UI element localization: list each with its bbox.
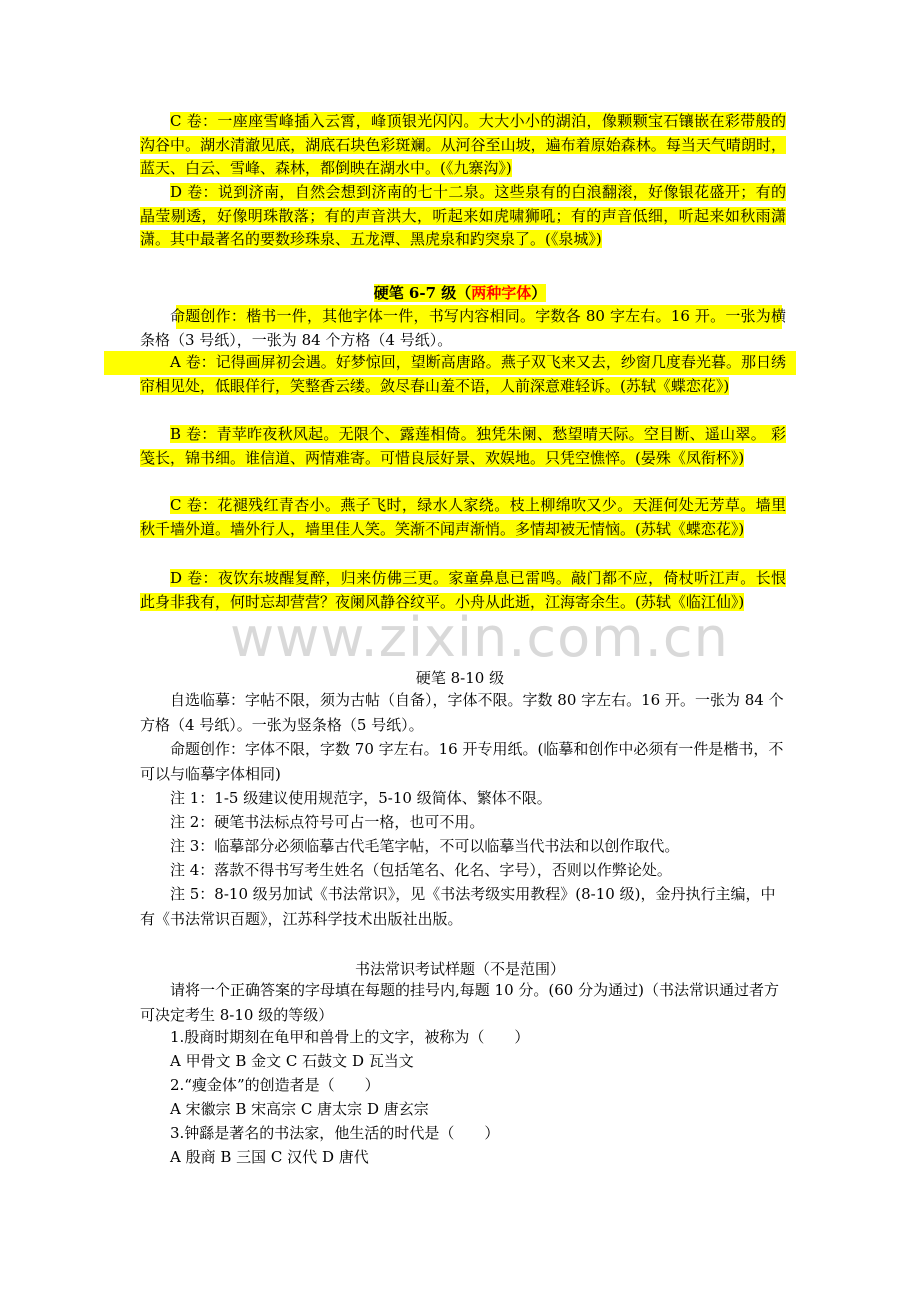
question-2-options: A 宋徽宗 B 宋高宗 C 唐太宗 D 唐玄宗	[170, 1100, 429, 1118]
c-text: C 卷：一座座雪峰插入云霄，峰顶银光闪闪。大大小小的湖泊，像颗颗宝石镶嵌在彩带般的沟谷中。湖水清澈见底，湖底石块色彩斑斓。从河谷至山坡，遍布着原始森林。每当天气晴朗时，蓝天、白云、雪峰、森林，都倒映在湖水中。(《九寨沟》)	[140, 112, 786, 177]
section-title-8-10: 硬笔 8-10 级	[415, 669, 505, 687]
b-text: B 卷：青苹昨夜秋风起。无限个、露莲相倚。独凭朱阑、愁望晴天际。空目断、遥山翠。 彩笺长，锦书细。谁信道、两情难寄。可惜良辰好景、欢娱地。只凭空憔悴。(晏殊《凤衔杯》)	[140, 425, 786, 467]
paragraph-b-fengxianbei	[140, 423, 786, 470]
paragraph-c-jiuzhaigou	[140, 110, 786, 181]
title-6-7-end: ）	[531, 284, 547, 302]
question-3: 3.钟繇是著名的书法家，他生活的时代是（ ）	[170, 1124, 500, 1142]
paragraph-self-copy: 自选临摹：字帖不限，须为古帖（自备），字体不限。字数 80 字左右。16 开。一张为 84 个方格（4 号纸）。一张为竖条格（5 号纸）。	[140, 691, 784, 734]
note-2: 注 2：硬笔书法标点符号可占一格，也可不用。	[170, 813, 485, 831]
intro-6-7: 命题创作：楷书一件，其他字体一件，书写内容相同。字数各 80 字左右。16 开。一张为横条格（3 号纸），一张为 84 个方格（4 号纸）。	[140, 307, 786, 349]
note-3: 注 3：临摹部分必须临摹古代毛笔字帖，不可以临摹当代书法和以创作取代。	[170, 837, 680, 855]
a-text: A 卷：记得画屏初会遇。好梦惊回，望断高唐路。燕子双飞来又去，纱窗几度春光暮。那日绣帘相见处，低眼佯行，笑整香云缕。敛尽春山羞不语，人前深意难轻诉。(苏轼《蝶恋花》)	[140, 353, 786, 395]
d-text: D 卷：说到济南，自然会想到济南的七十二泉。这些泉有的白浪翻滚，好像银花盛开；有的晶莹剔透，好像明珠散落；有的声音洪大，听起来如虎啸狮吼；有的声音低细，听起来如秋雨潇潇。其中最著名的要数珍珠泉、五龙潭、黑虎泉和趵突泉了。(《泉城》)	[140, 183, 786, 248]
question-1-options: A 甲骨文 B 金文 C 石鼓文 D 瓦当文	[170, 1052, 414, 1070]
note-5: 注 5：8-10 级另加试《书法常识》，见《书法考级实用教程》(8-10 级)，金丹执行主编，中有《书法常识百题》，江苏科学技术出版社出版。	[140, 885, 776, 928]
note-4: 注 4：落款不得书写考生姓名（包括笔名、化名、字号），否则以作弊论处。	[170, 861, 672, 879]
question-1: 1.殷商时期刻在龟甲和兽骨上的文字，被称为（ ）	[170, 1028, 530, 1046]
question-2: 2.“瘦金体”的创造者是（ ）	[170, 1076, 380, 1094]
title-6-7: 硬笔 6-7 级（	[373, 284, 472, 302]
watermark: www.zixin.com.cn	[230, 606, 729, 669]
quiz-intro: 请将一个正确答案的字母填在每题的挂号内,每题 10 分。(60 分为通过)（书法常识通过者方可决定考生 8-10 级的等级）	[140, 981, 779, 1024]
section-title-quiz: 书法常识考试样题（不是范围）	[354, 960, 565, 978]
note-1: 注 1：1-5 级建议使用规范字，5-10 级简体、繁体不限。	[170, 789, 552, 807]
paragraph-intro-6-7	[140, 305, 786, 352]
paragraph-a-dielianhua	[140, 351, 786, 398]
d2-text: D 卷：夜饮东坡醒复醉，归来仿佛三更。家童鼻息已雷鸣。敲门都不应，倚杖听江声。长恨此身非我有，何时忘却营营？夜阑风静谷纹平。小舟从此逝，江海寄余生。(苏轼《临江仙》)	[140, 569, 786, 611]
section-title-6-7	[0, 282, 920, 305]
c2-text: C 卷：花褪残红青杏小。燕子飞时，绿水人家绕。枝上柳绵吹又少。天涯何处无芳草。墙里秋千墙外道。墙外行人，墙里佳人笑。笑渐不闻声渐悄。多情却被无情恼。(苏轼《蝶恋花》)	[140, 496, 786, 538]
paragraph-c-dielianhua	[140, 494, 786, 541]
paragraph-creation: 命题创作：字体不限，字数 70 字左右。16 开专用纸。(临摹和创作中必须有一件是楷书，不可以与临摹字体相同)	[140, 740, 784, 783]
question-3-options: A 殷商 B 三国 C 汉代 D 唐代	[170, 1148, 369, 1166]
paragraph-d-quancheng	[140, 181, 786, 252]
title-6-7-red: 两种字体	[471, 284, 532, 302]
